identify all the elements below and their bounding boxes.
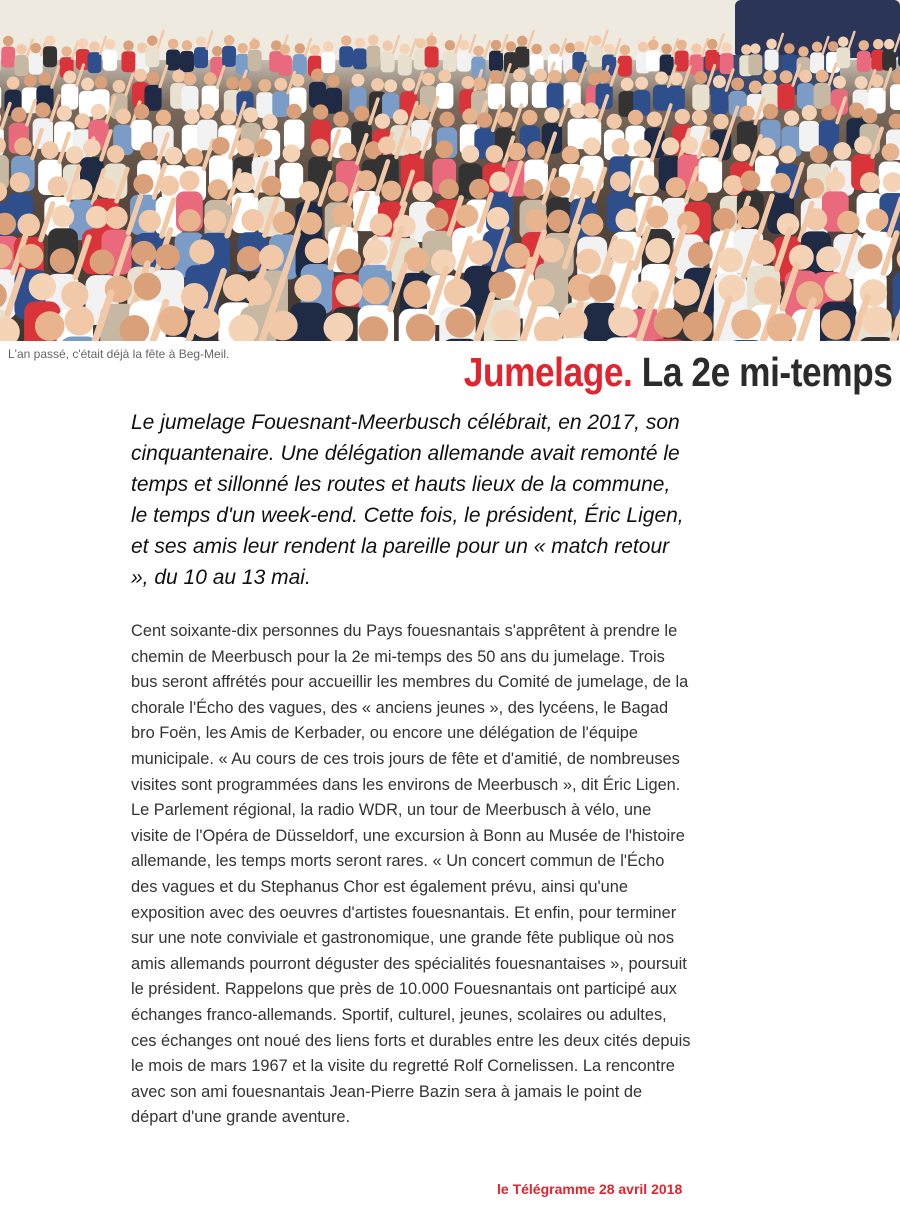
headline-kicker: Jumelage. xyxy=(463,349,632,395)
article-body: Cent soixante-dix personnes du Pays fouesnantais s'apprêtent à prendre le chemin de Meerbusch pour la 2e mi-temps des 50 ans du jumelage. Trois bus seront affrétés pour accueillir les membres du Comité de jumelage, de la chorale l'Écho des vagues, des « anciens jeunes », des lycéens, le Bagad bro Foën, les Amis de Kerbader, ou encore une délégation de l'équipe municipale. « Au cours de ces trois jours de fête et d'amitié, de nombreuses visites sont programmées dans les environs de Meerbusch », dit Éric Ligen. Le Parlement régional, la radio WDR, un tour de Meerbusch à vélo, une visite de l'Opéra de Düsseldorf, une excursion à Bonn au Musée de l'histoire allemande, les temps morts seront rares. « Un concert commun de l'Écho des vagues et du Stephanus Chor est également prévu, ainsi qu'une exposition avec des oeuvres d'artistes fouesnantais. Et enfin, pour terminer sur une note conviviale et gastronomique, une grande fête publique où nos amis allemands pourront déguster des spécialités fouesnantaises », poursuit le président. Rappelons que près de 10.000 Fouesnantais ont participé aux échanges franco-allemands. Sportif, culturel, jeunes, scolaires ou adultes, ces échanges ont noué des liens forts et durables entre les deux cités depuis le mois de mars 1967 et la visite du regretté Rolf Cornelissen. La rencontre avec son ami fouesnantais Jean-Pierre Bazin sera à jamais le point de départ d'une grande aventure. xyxy=(131,622,691,1127)
headline-title: La 2e mi-temps xyxy=(641,349,892,395)
crowd-illustration xyxy=(0,0,900,341)
photo-caption: L'an passé, c'était déjà la fête à Beg-Meil. xyxy=(8,347,230,361)
headline xyxy=(463,350,892,395)
article-source: le Télégramme 28 avril 2018 xyxy=(497,1181,683,1197)
article-lede: Le jumelage Fouesnant-Meerbusch célébrait, en 2017, son cinquantenaire. Une délégation allemande avait remonté le temps et sillonné les routes et hauts lieux de la commune, le temps d'un week-end. Cette fois, le président, Éric Ligen, et ses amis leur rendent la pareille pour un « match retour », du 10 au 13 mai. xyxy=(131,411,684,589)
crowd-photo xyxy=(0,0,900,341)
